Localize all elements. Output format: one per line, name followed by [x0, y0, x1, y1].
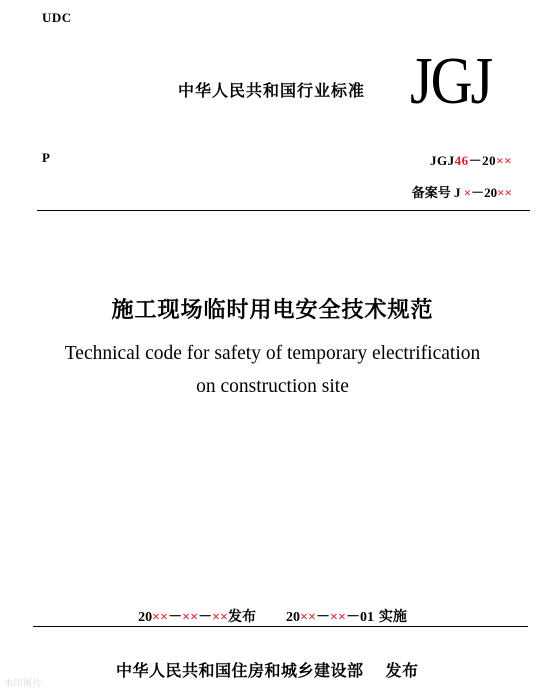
watermark-text: 水印图片: [4, 679, 43, 689]
issue-day: ××: [212, 610, 229, 625]
effective-month: ××: [330, 610, 346, 625]
standard-organization: 中华人民共和国行业标准: [178, 81, 366, 100]
effective-label: 实施: [373, 609, 407, 625]
effective-year: ××: [300, 610, 317, 625]
record-number: [412, 182, 512, 201]
jgj-logo: JGJ: [410, 43, 492, 119]
top-divider: [37, 210, 530, 211]
standard-number-year: ××: [496, 153, 512, 168]
issue-date: [138, 610, 256, 625]
title-english-line2: on construction site: [196, 376, 349, 397]
issue-dash2: －: [198, 610, 213, 625]
bottom-divider: [33, 626, 528, 627]
record-number-label: 备案号: [411, 186, 451, 201]
effective-dash1: －: [316, 610, 331, 625]
classification-code: P: [42, 150, 50, 165]
issue-label: 发布: [228, 609, 257, 625]
record-number-year: ××: [497, 185, 512, 200]
record-number-j: J: [450, 185, 464, 200]
issue-year: ××: [152, 610, 169, 625]
standard-number-prefix: JGJ: [430, 153, 455, 168]
issuer-name: 中华人民共和国住房和城乡建设部: [116, 661, 364, 680]
record-number-rest: －20: [471, 185, 498, 200]
effective-day: －01: [345, 610, 374, 625]
udc-label: UDC: [42, 10, 72, 25]
issuer-action: 发布: [385, 661, 419, 680]
record-number-x: ×: [463, 185, 472, 200]
issuer-line: [116, 658, 419, 681]
date-line: [0, 606, 545, 626]
effective-year-prefix: 20: [286, 610, 301, 625]
title-english-line1: Technical code for safety of temporary electrification: [64, 343, 481, 364]
issue-dash1: －: [168, 610, 183, 625]
standard-number-value: 46: [454, 153, 469, 168]
issue-month: ××: [182, 610, 199, 625]
effective-date: [286, 610, 407, 625]
title-chinese: 施工现场临时用电安全技术规范: [111, 298, 434, 323]
standard-number: [430, 150, 512, 169]
standard-number-dash: －20: [468, 153, 497, 168]
issue-year-prefix: 20: [138, 610, 153, 625]
